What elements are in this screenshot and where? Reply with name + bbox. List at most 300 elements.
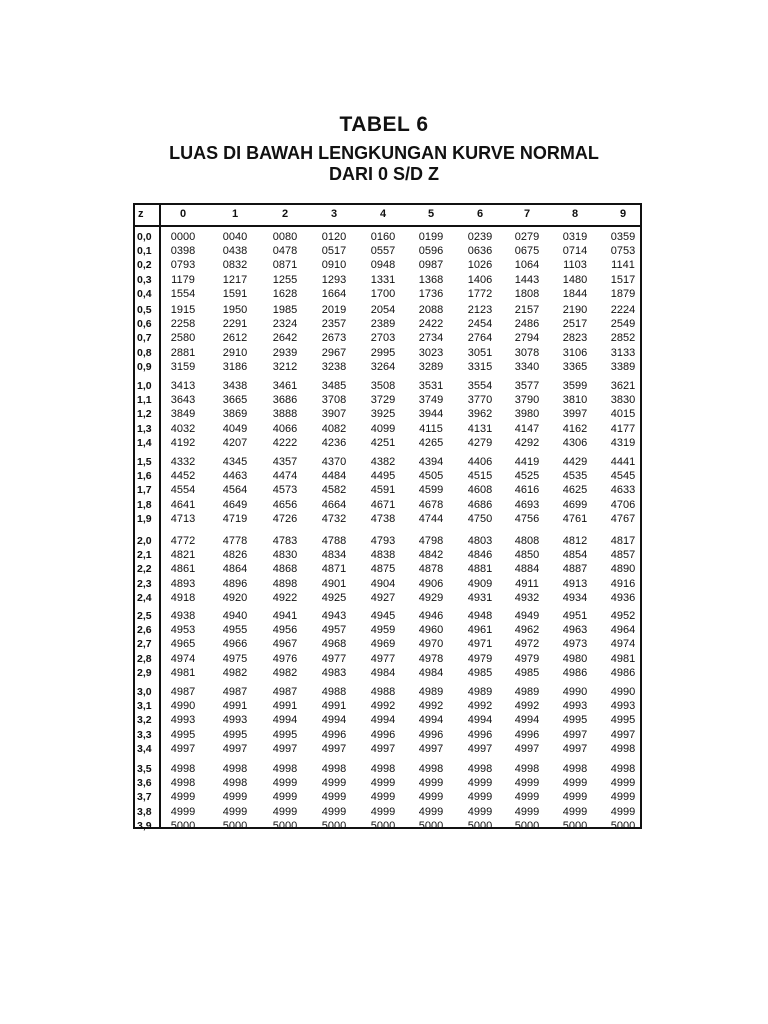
table-cell: 4332 [170,456,196,468]
table-cell: 4955 [222,624,248,637]
z-value: 2,5 [137,610,152,622]
table-cell: 5000 [562,819,588,832]
table-cell: 4969 [370,638,396,651]
table-cell: 4906 [418,577,444,590]
table-cell: 1179 [171,273,195,286]
table-cell: 4961 [467,624,493,637]
table-cell: 2422 [418,318,444,331]
z-value: 2,6 [137,624,152,637]
table-cell: 4999 [514,777,540,790]
table-cell: 4884 [514,563,540,576]
table-cell: 4997 [370,742,396,755]
table-cell: 4967 [272,638,298,651]
column-header-0: 0 [179,208,187,220]
table-row [135,332,640,345]
table-cell: 4699 [562,498,588,511]
table-cell: 0910 [321,259,347,272]
table-cell: 2881 [170,346,196,359]
table-cell: 4838 [370,549,396,562]
table-cell: 3962 [467,408,493,421]
table-cell: 4964 [610,624,636,637]
table-cell: 4756 [514,512,540,525]
table-cell: 4545 [610,470,636,483]
table-cell: 0517 [321,245,347,258]
table-cell: 4934 [562,591,588,604]
table-cell: 4973 [562,638,588,651]
z-value: 1,6 [137,470,152,483]
table-cell: 0753 [610,245,636,258]
table-cell: 3133 [610,346,636,359]
table-cell: 4927 [370,591,396,604]
table-cell: 4996 [467,728,493,741]
table-cell: 4999 [321,791,347,804]
table-cell: 4998 [562,763,588,775]
table-cell: 3643 [170,394,196,407]
table-cell: 3531 [418,380,444,392]
table-cell: 0120 [321,231,347,243]
table-cell: 3078 [514,346,540,359]
table-cell: 1844 [562,287,588,300]
table-cell: 4608 [467,484,493,497]
table-row [135,624,640,637]
table-cell: 2549 [610,318,636,331]
z-value: 2,8 [137,652,152,665]
table-cell: 4998 [610,742,636,755]
table-cell: 4997 [321,742,347,755]
table-cell: 3238 [321,360,347,373]
table-cell: 4978 [418,652,444,665]
z-column-header: z [138,208,144,220]
table-cell: 3925 [370,408,396,421]
table-cell: 4803 [467,535,493,547]
table-cell: 3888 [272,408,298,421]
table-cell: 4878 [418,563,444,576]
table-cell: 1480 [562,273,588,286]
table-cell: 3665 [222,394,248,407]
table-cell: 4744 [418,512,444,525]
table-cell: 4998 [514,763,540,775]
table-row [135,549,640,562]
z-value: 3,0 [137,686,152,698]
table-cell: 4732 [321,512,347,525]
table-cell: 4997 [222,742,248,755]
z-value: 3,7 [137,791,152,804]
table-cell: 3315 [467,360,493,373]
table-cell: 4452 [170,470,196,483]
table-cell: 3599 [562,380,588,392]
table-cell: 0714 [562,245,588,258]
table-cell: 5000 [418,819,444,832]
table-cell: 4564 [222,484,248,497]
table-cell: 3554 [467,380,493,392]
table-cell: 4946 [418,610,444,622]
table-cell: 4599 [418,484,444,497]
table-cell: 2157 [514,304,540,316]
table-cell: 4993 [610,700,636,713]
table-cell: 4997 [514,742,540,755]
table-cell: 2703 [370,332,396,345]
table-cell: 4918 [170,591,196,604]
table-cell: 0160 [370,231,396,243]
table-cell: 4357 [272,456,298,468]
table-cell: 4999 [610,805,636,818]
table-cell: 4959 [370,624,396,637]
table-cell: 4678 [418,498,444,511]
table-cell: 4495 [370,470,396,483]
table-cell: 4993 [170,714,196,727]
z-value: 0,0 [137,231,152,243]
table-row [135,563,640,576]
table-cell: 4999 [272,777,298,790]
table-cell: 4980 [562,652,588,665]
table-cell: 4649 [222,498,248,511]
table-cell: 4995 [170,728,196,741]
table-cell: 3907 [321,408,347,421]
table-cell: 4222 [272,436,298,449]
table-cell: 5000 [610,819,636,832]
table-cell: 3686 [272,394,298,407]
table-cell: 4591 [370,484,396,497]
table-cell: 2517 [562,318,588,331]
table-cell: 2224 [610,304,636,316]
table-cell: 0871 [272,259,298,272]
table-cell: 3438 [222,380,248,392]
table-row [135,499,640,512]
column-header-4: 4 [379,208,387,220]
table-cell: 4997 [610,728,636,741]
table-cell: 4999 [467,791,493,804]
table-cell: 1443 [514,273,540,286]
table-cell: 4968 [321,638,347,651]
table-cell: 1985 [272,304,298,316]
z-value: 1,8 [137,498,152,511]
table-cell: 2967 [321,346,347,359]
table-cell: 4998 [170,763,196,775]
z-value: 3,8 [137,805,152,818]
table-cell: 0398 [170,245,196,258]
table-cell: 4999 [610,791,636,804]
table-cell: 4911 [515,577,539,590]
z-value: 3,2 [137,714,152,727]
table-cell: 1554 [170,287,196,300]
table-cell: 3849 [170,408,196,421]
table-cell: 4987 [170,686,196,698]
table-cell: 2580 [170,332,196,345]
z-value: 1,9 [137,512,152,525]
table-cell: 4999 [170,805,196,818]
table-cell: 4177 [610,422,636,435]
table-cell: 4992 [418,700,444,713]
table-row [135,667,640,680]
table-row [135,592,640,605]
table-cell: 4875 [370,563,396,576]
table-cell: 4998 [222,763,248,775]
table-cell: 4292 [514,436,540,449]
z-value: 0,8 [137,346,152,359]
table-cell: 0040 [222,231,248,243]
table-cell: 1772 [467,287,493,300]
column-header-2: 2 [281,208,289,220]
table-cell: 4049 [222,422,248,435]
table-cell: 3461 [272,380,298,392]
table-cell: 4984 [370,666,396,679]
z-value: 2,9 [137,666,152,679]
table-cell: 4713 [170,512,196,525]
table-cell: 4896 [222,577,248,590]
table-cell: 4979 [467,652,493,665]
table-cell: 4957 [321,624,347,637]
table-cell: 4582 [321,484,347,497]
table-cell: 0319 [562,231,588,243]
z-value: 0,7 [137,332,152,345]
table-cell: 4997 [562,728,588,741]
table-cell: 4279 [467,436,493,449]
table-cell: 3577 [514,380,540,392]
table-cell: 4861 [170,563,196,576]
table-cell: 4429 [562,456,588,468]
table-cell: 3051 [467,346,493,359]
table-cell: 1141 [611,259,635,272]
table-cell: 4767 [610,512,636,525]
table-cell: 4991 [321,700,347,713]
table-cell: 4994 [272,714,298,727]
table-cell: 4938 [170,610,196,622]
table-cell: 5000 [321,819,347,832]
table-cell: 0636 [467,245,493,258]
table-cell: 4996 [418,728,444,741]
table-cell: 4997 [562,742,588,755]
table-cell: 3389 [610,360,636,373]
table-cell: 4916 [610,577,636,590]
table-cell: 4986 [610,666,636,679]
table-cell: 5000 [467,819,493,832]
table-cell: 4943 [321,610,347,622]
table-row [135,361,640,374]
table-row [135,437,640,450]
table-cell: 4974 [610,638,636,651]
table-cell: 4099 [370,422,396,435]
z-value: 3,1 [137,700,152,713]
table-cell: 4987 [272,686,298,698]
table-cell: 4726 [272,512,298,525]
table-cell: 4251 [370,436,396,449]
table-cell: 4999 [610,777,636,790]
table-row [135,484,640,497]
table-cell: 3023 [418,346,444,359]
table-cell: 4192 [170,436,196,449]
z-value: 2,4 [137,591,152,604]
table-cell: 4441 [610,456,636,468]
table-cell: 4656 [272,498,298,511]
table-cell: 5000 [514,819,540,832]
z-value: 3,5 [137,763,152,775]
table-cell: 2324 [272,318,298,331]
table-cell: 4525 [514,470,540,483]
table-cell: 4162 [562,422,588,435]
table-cell: 1591 [222,287,248,300]
table-cell: 3708 [321,394,347,407]
table-cell: 2123 [467,304,493,316]
table-row [135,259,640,272]
column-header-8: 8 [571,208,579,220]
table-cell: 3621 [610,380,636,392]
table-cell: 4998 [418,763,444,775]
table-cell: 4641 [170,498,196,511]
z-value: 3,4 [137,742,152,755]
table-cell: 4985 [514,666,540,679]
table-cell: 4999 [222,791,248,804]
table-cell: 3413 [170,380,196,392]
table-row [135,423,640,436]
table-row [135,347,640,360]
table-row [135,304,640,317]
table-cell: 2258 [170,318,196,331]
table-cell: 2794 [514,332,540,345]
table-cell: 4706 [610,498,636,511]
table-cell: 4082 [321,422,347,435]
table-cell: 4995 [610,714,636,727]
z-value: 2,3 [137,577,152,590]
z-value: 0,5 [137,304,152,316]
table-cell: 2939 [272,346,298,359]
table-cell: 4948 [467,610,493,622]
table-cell: 0080 [272,231,298,243]
table-cell: 4989 [514,686,540,698]
table-cell: 5000 [272,819,298,832]
table-cell: 4997 [418,742,444,755]
z-value: 1,2 [137,408,152,421]
table-cell: 4999 [222,805,248,818]
table-cell: 2389 [370,318,396,331]
table-cell: 4999 [514,805,540,818]
table-cell: 1331 [370,273,396,286]
table-cell: 4066 [272,422,298,435]
table-cell: 0557 [370,245,396,258]
table-cell: 0793 [170,259,196,272]
table-cell: 4956 [272,624,298,637]
table-cell: 4808 [514,535,540,547]
table-cell: 4960 [418,624,444,637]
z-value: 3,3 [137,728,152,741]
table-cell: 4909 [467,577,493,590]
table-cell: 4940 [222,610,248,622]
table-row [135,791,640,804]
table-cell: 3159 [170,360,196,373]
table-row [135,274,640,287]
table-cell: 1064 [514,259,540,272]
table-cell: 4963 [562,624,588,637]
table-cell: 4761 [562,512,588,525]
table-cell: 4890 [610,563,636,576]
table-cell: 4977 [321,652,347,665]
table-cell: 4999 [418,777,444,790]
z-value: 1,3 [137,422,152,435]
table-cell: 1217 [222,273,248,286]
table-cell: 4988 [321,686,347,698]
table-cell: 4817 [610,535,636,547]
table-row [135,456,640,469]
table-cell: 4922 [272,591,298,604]
table-cell: 4834 [321,549,347,562]
table-cell: 2852 [610,332,636,345]
table-cell: 0832 [222,259,248,272]
normal-distribution-table [133,203,642,832]
table-cell: 1628 [272,287,298,300]
table-cell: 3749 [418,394,444,407]
table-cell: 4821 [170,549,196,562]
table-cell: 4998 [170,777,196,790]
table-row [135,231,640,244]
table-cell: 2486 [514,318,540,331]
table-cell: 2357 [321,318,347,331]
table-cell: 4999 [514,791,540,804]
table-cell: 4986 [562,666,588,679]
table-cell: 4842 [418,549,444,562]
table-cell: 4898 [272,577,298,590]
table-cell: 4984 [418,666,444,679]
table-cell: 2734 [418,332,444,345]
table-cell: 4989 [418,686,444,698]
z-value: 2,0 [137,535,152,547]
table-cell: 4999 [562,805,588,818]
column-header-5: 5 [427,208,435,220]
table-cell: 4952 [610,610,636,622]
table-cell: 5000 [370,819,396,832]
table-row [135,394,640,407]
table-cell: 4625 [562,484,588,497]
table-cell: 4994 [467,714,493,727]
table-cell: 2454 [467,318,493,331]
z-value: 1,1 [137,394,152,407]
z-value: 3,6 [137,777,152,790]
table-cell: 3980 [514,408,540,421]
table-cell: 4474 [272,470,298,483]
table-row [135,729,640,742]
table-row [135,714,640,727]
table-cell: 4992 [514,700,540,713]
table-cell: 3212 [272,360,298,373]
table-cell: 1950 [222,304,248,316]
table-cell: 4920 [222,591,248,604]
table-cell: 2995 [370,346,396,359]
table-cell: 4207 [222,436,248,449]
table-cell: 3790 [514,394,540,407]
table-cell: 4983 [321,666,347,679]
table-cell: 4793 [370,535,396,547]
table-cell: 4998 [222,777,248,790]
table-cell: 4951 [562,610,588,622]
table-cell: 1736 [418,287,444,300]
table-cell: 1808 [514,287,540,300]
table-cell: 4972 [514,638,540,651]
table-cell: 4929 [418,591,444,604]
table-row [135,610,640,623]
table-cell: 3289 [418,360,444,373]
table-cell: 1915 [170,304,196,316]
table-cell: 4871 [321,563,347,576]
table-cell: 1406 [467,273,493,286]
table-cell: 4319 [610,436,636,449]
z-value: 1,0 [137,380,152,392]
table-cell: 4977 [370,652,396,665]
table-cell: 4484 [321,470,347,483]
table-cell: 4015 [610,408,636,421]
table-cell: 4962 [514,624,540,637]
table-cell: 4998 [321,763,347,775]
table-cell: 4991 [272,700,298,713]
table-row [135,686,640,699]
table-cell: 4236 [321,436,347,449]
